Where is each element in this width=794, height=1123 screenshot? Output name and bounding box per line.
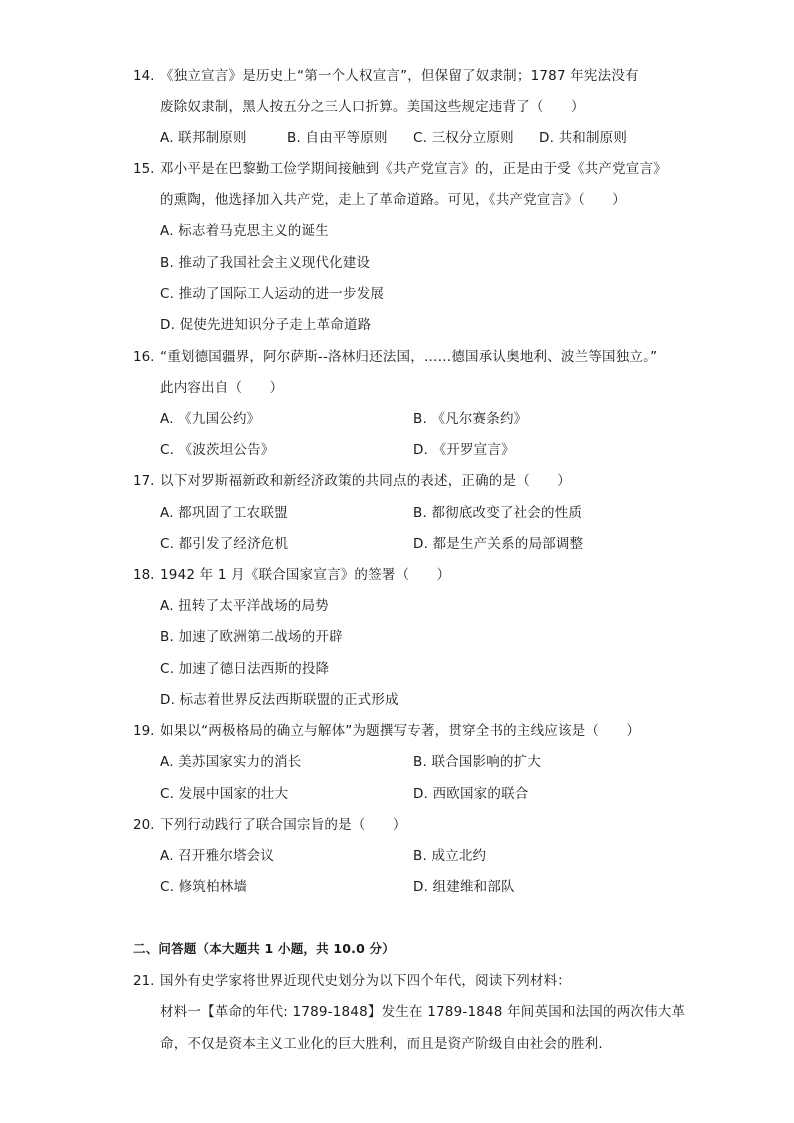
question-stem-line: 此内容出自（ ） bbox=[160, 380, 284, 396]
option-b: B. 自由平等原则 bbox=[287, 130, 388, 146]
option-c: C. 推动了国际工人运动的进一步发展 bbox=[160, 286, 385, 302]
question-stem-line: 1942 年 1 月《联合国家宣言》的签署（ ） bbox=[160, 567, 451, 583]
question-number: 16. bbox=[133, 349, 155, 365]
option-a: A. 扭转了太平洋战场的局势 bbox=[160, 598, 329, 614]
question-number: 14. bbox=[133, 68, 155, 84]
option-d: D. 西欧国家的联合 bbox=[413, 786, 529, 802]
option-d: D. 都是生产关系的局部调整 bbox=[413, 536, 584, 552]
option-c: C. 发展中国家的壮大 bbox=[160, 786, 289, 802]
question-stem-line: 以下对罗斯福新政和新经济政策的共同点的表述，正确的是（ ） bbox=[160, 473, 571, 489]
option-c: C. 修筑柏林墙 bbox=[160, 879, 248, 895]
question-number: 21. bbox=[133, 973, 155, 989]
question-number: 19. bbox=[133, 723, 155, 739]
option-b: B. 加速了欧洲第二战场的开辟 bbox=[160, 629, 343, 645]
option-a: A. 美苏国家实力的消长 bbox=[160, 754, 302, 770]
question-number: 18. bbox=[133, 567, 155, 583]
option-a: A. 《九国公约》 bbox=[160, 411, 261, 427]
question-stem-line: 《独立宣言》是历史上“第一个人权宣言”，但保留了奴隶制；1787 年宪法没有 bbox=[160, 68, 639, 84]
question-stem-line: 的熏陶，他选择加入共产党，走上了革命道路。可见，《共产党宣言》（ ） bbox=[160, 192, 626, 208]
option-b: B. 推动了我国社会主义现代化建设 bbox=[160, 255, 371, 271]
option-d: D. 促使先进知识分子走上革命道路 bbox=[160, 317, 372, 333]
question-number: 15. bbox=[133, 161, 155, 177]
question-intro: 国外有史学家将世界近现代史划分为以下四个年代，阅读下列材料： bbox=[160, 973, 571, 989]
question-stem-line: “重划德国疆界，阿尔萨斯--洛林归还法国，……德国承认奥地利、波兰等国独立。” bbox=[160, 349, 658, 365]
material-line: 材料一【革命的年代: 1789-1848】发生在 1789-1848 年间英国和法国的两次伟大革 bbox=[160, 1004, 686, 1020]
question-stem-line: 邓小平是在巴黎勤工俭学期间接触到《共产党宣言》的，正是由于受《共产党宣言》 bbox=[160, 161, 667, 177]
option-c: C. 都引发了经济危机 bbox=[160, 536, 289, 552]
option-a: A. 标志着马克思主义的诞生 bbox=[160, 223, 329, 239]
option-c: C. 三权分立原则 bbox=[413, 130, 514, 146]
option-c: C. 加速了德日法西斯的投降 bbox=[160, 661, 330, 677]
option-a: A. 召开雅尔塔会议 bbox=[160, 848, 275, 864]
question-stem-line: 下列行动践行了联合国宗旨的是（ ） bbox=[160, 817, 407, 833]
option-b: B. 《凡尔赛条约》 bbox=[413, 411, 528, 427]
option-b: B. 都彻底改变了社会的性质 bbox=[413, 505, 583, 521]
section-heading: 二、问答题（本大题共 1 小题，共 10.0 分） bbox=[133, 941, 395, 956]
material-line: 命，不仅是资本主义工业化的巨大胜利，而且是资产阶级自由社会的胜利. bbox=[160, 1036, 603, 1052]
question-stem-line: 废除奴隶制，黑人按五分之三人口折算。美国这些规定违背了（ ） bbox=[160, 99, 585, 115]
option-b: B. 成立北约 bbox=[413, 848, 487, 864]
option-d: D. 共和制原则 bbox=[539, 130, 628, 146]
question-stem-line: 如果以“两极格局的确立与解体”为题撰写专著，贯穿全书的主线应该是（ ） bbox=[160, 723, 641, 739]
option-b: B. 联合国影响的扩大 bbox=[413, 754, 542, 770]
option-a: A. 联邦制原则 bbox=[160, 130, 247, 146]
option-a: A. 都巩固了工农联盟 bbox=[160, 505, 288, 521]
option-d: D. 组建维和部队 bbox=[413, 879, 515, 895]
option-d: D. 标志着世界反法西斯联盟的正式形成 bbox=[160, 692, 399, 708]
option-d: D. 《开罗宣言》 bbox=[413, 442, 515, 458]
question-number: 20. bbox=[133, 817, 155, 833]
question-number: 17. bbox=[133, 473, 155, 489]
option-c: C. 《波茨坦公告》 bbox=[160, 442, 275, 458]
